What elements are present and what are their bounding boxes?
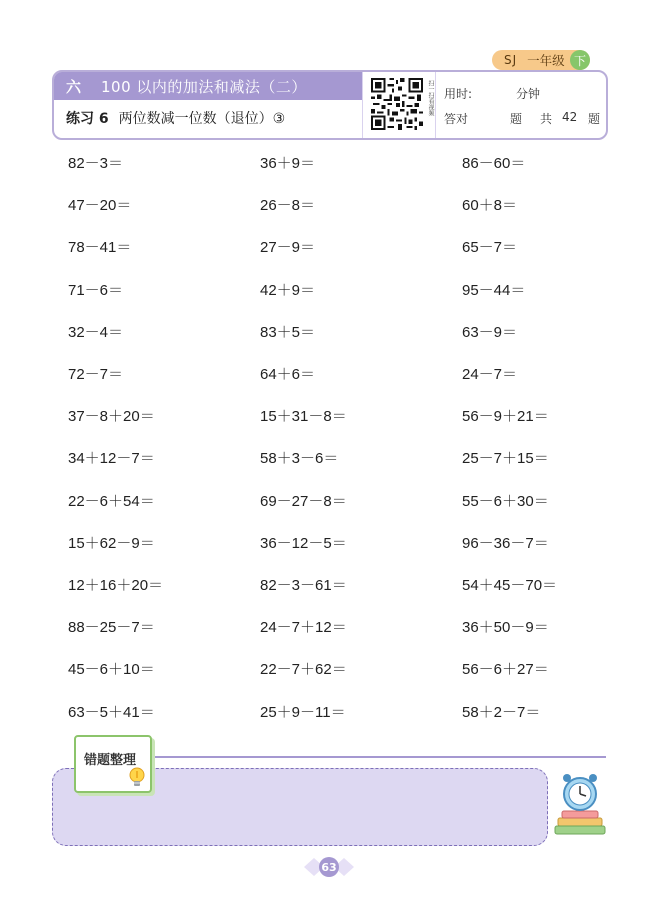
problem-item: 36－12－5＝	[260, 534, 347, 552]
problem-item: 65－7＝	[462, 239, 518, 257]
problem-item: 82－3－61＝	[260, 577, 347, 594]
problem-item: 37－8＋20＝	[68, 408, 155, 426]
problem-item: 22－7＋62＝	[260, 661, 347, 679]
review-title: 错题整理	[84, 753, 137, 768]
clock-books-icon	[552, 772, 608, 838]
problem-item: 58＋3－6＝	[260, 450, 339, 468]
lesson-title	[66, 108, 285, 128]
problem-item: 24－7＋12＝	[260, 619, 347, 637]
problem-item: 69－27－8＝	[260, 492, 347, 510]
grade-label: 一年级	[527, 53, 565, 68]
problem-item: 58＋2－7＝	[462, 703, 541, 721]
problem-item: 63－5＋41＝	[68, 703, 155, 721]
problem-item: 12＋16＋20＝	[68, 577, 164, 594]
problem-item: 25＋9－11＝	[260, 703, 346, 721]
problem-item: 32－4＝	[68, 323, 124, 341]
problem-item: 27－9＝	[260, 239, 316, 257]
problem-item: 63－9＝	[462, 323, 518, 341]
problem-item: 26－8＝	[260, 197, 316, 215]
problem-item: 22－6＋54＝	[68, 492, 155, 510]
correct-unit: 题	[510, 112, 523, 126]
problem-item: 71－6＝	[68, 281, 124, 299]
problem-item: 86－60＝	[462, 155, 526, 172]
lesson-topic: 两位数减一位数（退位）③	[118, 111, 286, 127]
problem-item: 34＋12－7＝	[68, 450, 155, 468]
problem-item: 56－6＋27＝	[462, 661, 549, 679]
unit-number: 六	[66, 77, 82, 96]
problem-item: 25－7＋15＝	[462, 450, 549, 468]
time-label: 用时:	[444, 87, 473, 101]
problem-item: 56－9＋21＝	[462, 408, 549, 426]
grade-tag	[492, 50, 590, 70]
page-number: 63	[319, 857, 339, 877]
review-divider	[150, 756, 606, 758]
problem-item: 45－6＋10＝	[68, 661, 155, 679]
page-number-badge	[302, 854, 356, 880]
problem-item: 24－7＝	[462, 366, 518, 383]
series-code: SJ	[504, 53, 518, 67]
correct-label: 答对	[444, 112, 469, 126]
unit-title: 100 以内的加法和减法（二）	[101, 77, 307, 96]
problem-item: 96－36－7＝	[462, 534, 549, 552]
problem-item: 88－25－7＝	[68, 619, 155, 637]
term-badge: 下	[570, 50, 590, 70]
problem-item: 78－41＝	[68, 239, 132, 257]
problem-item: 83＋5＝	[260, 323, 316, 341]
total-unit: 题	[588, 112, 601, 126]
qr-box	[362, 72, 436, 138]
problem-item: 82－3＝	[68, 155, 124, 172]
problem-item: 55－6＋30＝	[462, 492, 549, 510]
problem-item: 42＋9＝	[260, 281, 316, 299]
problem-item: 15＋62－9＝	[68, 534, 155, 552]
problem-item: 36＋50－9＝	[462, 619, 549, 637]
problem-item: 15＋31－8＝	[260, 408, 347, 426]
problem-item: 95－44＝	[462, 281, 526, 299]
problem-item: 54＋45－70＝	[462, 577, 558, 594]
unit-bar	[54, 72, 362, 100]
total-count: 42	[562, 110, 578, 124]
lesson-number: 练习 6	[66, 111, 109, 127]
lightbulb-icon	[126, 766, 148, 790]
qr-label: 扫一扫看视频	[427, 80, 434, 116]
problem-item: 64＋6＝	[260, 366, 316, 383]
problem-item: 36＋9＝	[260, 155, 316, 172]
total-label: 共	[540, 112, 553, 126]
problem-item: 60＋8＝	[462, 197, 518, 215]
qr-code-icon[interactable]	[371, 76, 423, 132]
problem-item: 72－7＝	[68, 366, 124, 383]
time-unit: 分钟	[516, 87, 541, 101]
problem-item: 47－20＝	[68, 197, 132, 215]
